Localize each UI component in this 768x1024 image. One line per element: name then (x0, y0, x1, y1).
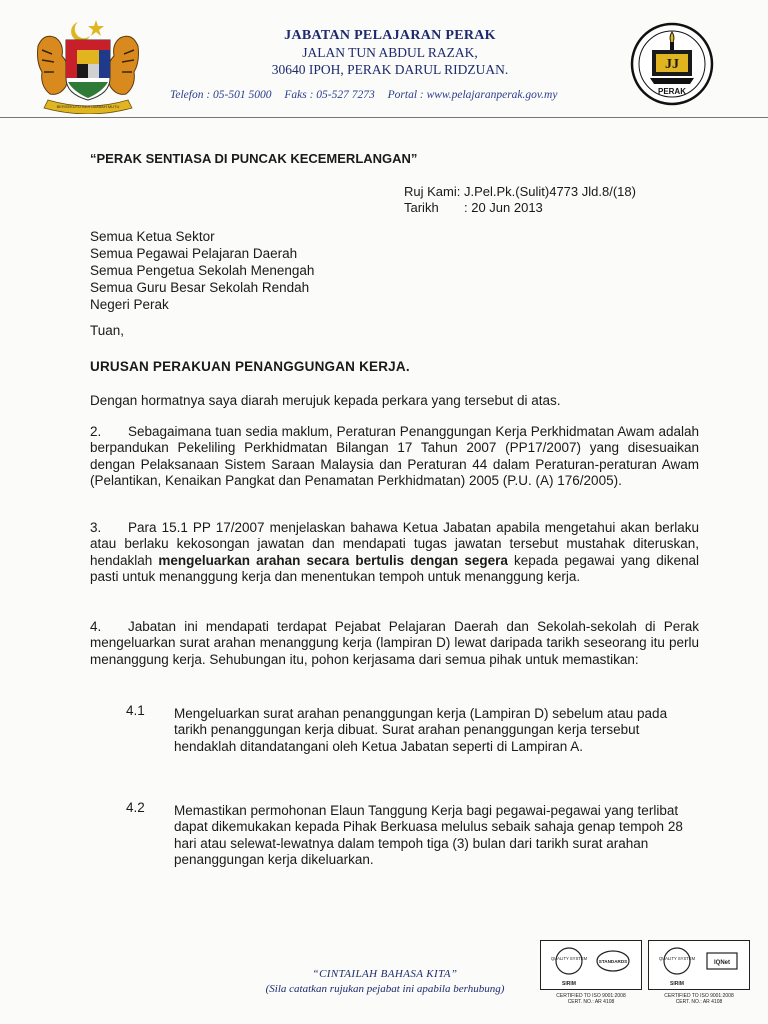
subparagraph-number: 4.1 (126, 703, 145, 718)
iqnet-icon (649, 941, 751, 991)
cert-standard: CERTIFIED TO ISO 9001:2008 (664, 993, 734, 999)
recipient-line: Negeri Perak (90, 297, 169, 312)
certification-badge-frame (540, 940, 642, 990)
paragraph-emphasis: mengeluarkan arahan secara bertulis dengan segera (158, 552, 508, 568)
footer-motto: “CINTAILAH BAHASA KITA” (312, 968, 458, 980)
tarikh-value: : 20 Jun 2013 (464, 200, 543, 215)
salutation: Tuan, (90, 323, 125, 338)
svg-text:SIRIM: SIRIM (562, 981, 576, 987)
intro-paragraph: Dengan hormatnya saya diarah merujuk kepada perkara yang tersebut di atas. (90, 393, 561, 408)
fax: Faks : 05-527 7273 (284, 89, 375, 101)
svg-text:STANDARDS: STANDARDS (598, 959, 628, 964)
certification-badge (540, 940, 642, 1008)
quality-system-icon (541, 941, 643, 991)
header-divider (0, 117, 768, 118)
telephone: Telefon : 05-501 5000 (170, 89, 272, 101)
recipient-line: Semua Pegawai Pelajaran Daerah (90, 246, 298, 261)
svg-text:IQNet: IQNet (713, 960, 731, 966)
paragraph-number: 4. (90, 619, 102, 634)
subparagraph-4-1: Mengeluarkan surat arahan penanggungan kerja (Lampiran D) sebelum atau pada tarikh penanggungan kerja dibuat. Surat arahan penanggungan kerja tersebut hendaklah ditandatangani oleh Ketua Jabatan seperti di Lampiran A. (174, 706, 668, 754)
recipient-line: Semua Pengetua Sekolah Menengah (90, 263, 315, 278)
reference-date (404, 200, 543, 215)
paragraph-text: kepada pegawai yang dikenal pasti untuk menanggung kerja dan menentukan tempoh untuk menanggung kerja. (90, 552, 699, 584)
paragraph-2 (90, 424, 699, 489)
subject-heading: URUSAN PERAKUAN PENANGGUNGAN KERJA. (90, 359, 410, 374)
ruj-value: J.Pel.Pk.(Sulit)4773 Jld.8/(18) (463, 184, 636, 199)
subparagraph-number: 4.2 (126, 800, 145, 815)
paragraph-number: 3. (90, 520, 102, 535)
address-line-1: JALAN TUN ABDUL RAZAK, (302, 45, 478, 60)
svg-text:JJ: JJ (665, 57, 679, 72)
subparagraph-4-2: Memastikan permohonan Elaun Tanggung Kerja bagi pegawai-pegawai yang terlibat dapat dikemukakan kepada Pihak Berkuasa melulus sebaik sahaja genap tempoh 28 hari atau selewat-lewatnya dalam tempoh tiga (3) bulan dari tarikh surat arahan penanggungan kerja dikeluarkan. (174, 803, 683, 867)
portal: Portal : www.pelajaranperak.gov.my (387, 89, 558, 101)
reference-number (404, 184, 636, 199)
coat-of-arms-icon (30, 16, 146, 114)
paragraph-number: 2. (90, 424, 102, 439)
certification-badge (648, 940, 750, 1008)
perak-education-seal-icon (630, 22, 714, 106)
department-name: JABATAN PELAJARAN PERAK (284, 28, 496, 43)
cert-standard: CERTIFIED TO ISO 9001:2008 (556, 993, 626, 999)
svg-text:BERSEKUTU BERTAMBAH MUTU: BERSEKUTU BERTAMBAH MUTU (56, 104, 120, 109)
paragraph-text: Jabatan ini mendapati terdapat Pejabat Pelajaran Daerah dan Sekolah-sekolah di Perak mengeluarkan surat arahan menanggung kerja (lampiran D) lewat daripada tarikh seseorang itu perlu menanggung kerja. Sehubungan itu, pohon kerjasama dari semua pihak untuk memastikan: (90, 619, 699, 667)
cert-number: CERT. NO.: AR 4108 (675, 999, 723, 1005)
footer-note: (Sila catatkan rujukan pejabat ini apabila berhubung) (265, 983, 505, 995)
svg-text:QUALITY SYSTEM: QUALITY SYSTEM (550, 956, 588, 961)
paragraph-text: Para 15.1 PP 17/2007 menjelaskan bahawa Ketua Jabatan apabila mengetahui akan berlaku atau berlaku kekosongan jawatan dan mendapati tugas jawatan tersebut mustahak diteruskan, hendaklah (90, 520, 699, 568)
recipient-line: Semua Guru Besar Sekolah Rendah (90, 280, 310, 295)
paragraph-text: Sebagaimana tuan sedia maklum, Peraturan Penanggungan Kerja Perkhidmatan Awam adalah berpandukan Pekeliling Perkhidmatan Bilangan 17 Tahun 2007 (PP17/2007) yang disesuaikan dengan Pelaksanaan Sistem Saraan Malaysia dan Peraturan 44 dalam Peraturan-peraturan Awam (Pelantikan, Kenaikan Pangkat dan Penamatan Perkhidmatan) 2005 (P.U. (A) 176/2005). (90, 424, 699, 488)
cert-number: CERT. NO.: AR 4108 (567, 999, 615, 1005)
ruj-label: Ruj Kami: (404, 184, 461, 199)
certification-badge-frame (648, 940, 750, 990)
paragraph-4 (90, 619, 699, 668)
svg-text:PERAK: PERAK (657, 87, 687, 96)
recipient-line: Semua Ketua Sektor (90, 229, 215, 244)
paragraph-3 (90, 520, 699, 585)
svg-text:QUALITY SYSTEM: QUALITY SYSTEM (658, 956, 696, 961)
address-line-2: 30640 IPOH, PERAK DARUL RIDZUAN. (271, 62, 509, 77)
slogan: “PERAK SENTIASA DI PUNCAK KECEMERLANGAN” (90, 151, 418, 166)
tarikh-label: Tarikh (404, 200, 439, 215)
svg-text:SIRIM: SIRIM (670, 981, 684, 987)
contact-line (170, 89, 630, 101)
